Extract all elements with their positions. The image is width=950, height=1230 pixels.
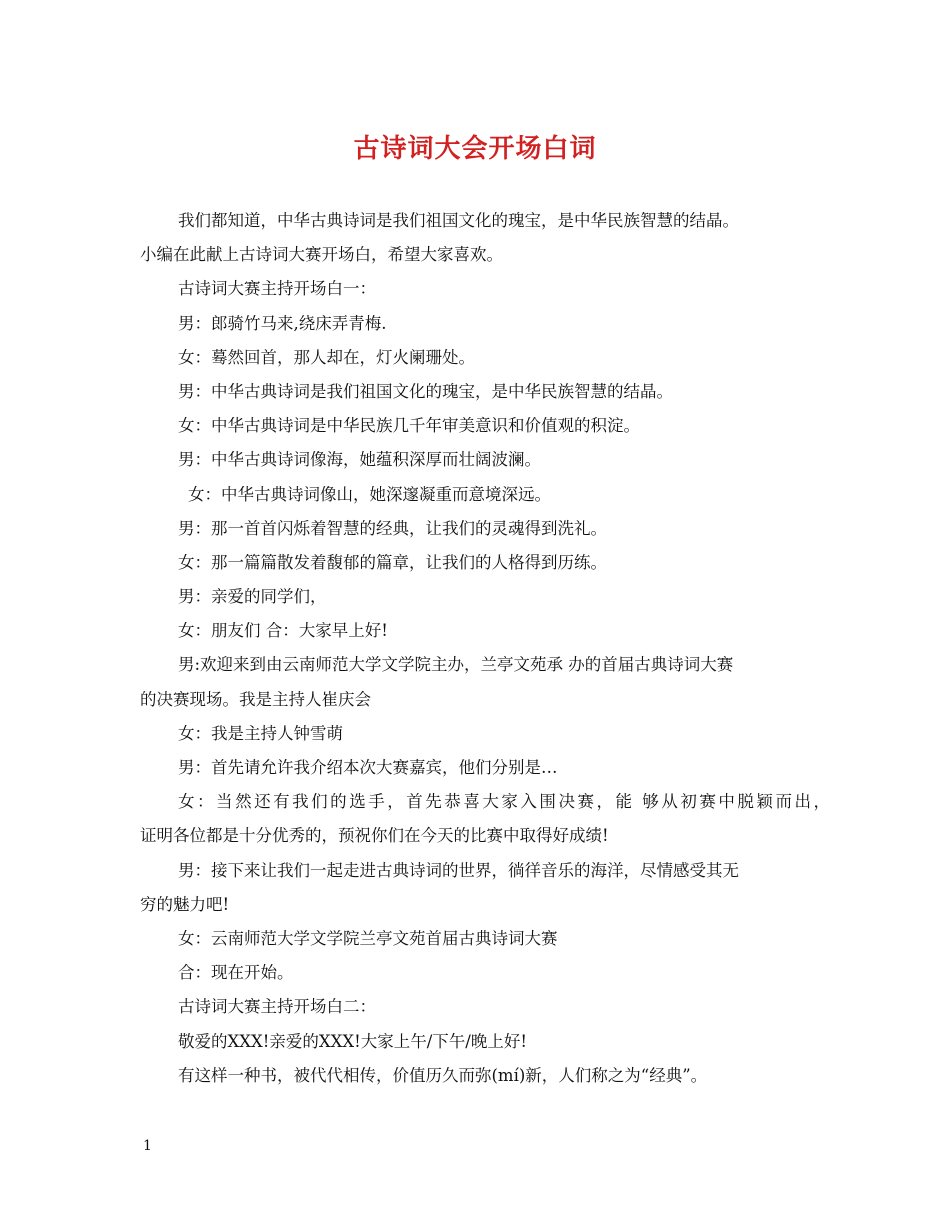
page-number: 1 [143, 1138, 152, 1154]
paragraph-line: 我们都知道，中华古典诗词是我们祖国文化的瑰宝，是中华民族智慧的结晶。 [178, 211, 739, 230]
dialogue-line: 男：中华古典诗词像海，她蕴积深厚而壮阔波澜。 [178, 450, 541, 470]
dialogue-line: 女：我是主持人钟雪萌 [178, 723, 343, 743]
section-heading: 古诗词大赛主持开场白一： [178, 279, 376, 299]
paragraph-line: 敬爱的XXX!亲爱的XXX!大家上午/下午/晚上好! [178, 1031, 527, 1051]
dialogue-line: 男：郎骑竹马来,绕床弄青梅. [178, 313, 387, 333]
paragraph-line: 有这样一种书，被代代相传，价值历久而弥(mí)新，人们称之为“经典”。 [178, 1065, 708, 1085]
dialogue-line: 合：现在开始。 [178, 963, 294, 983]
dialogue-line: 女：朋友们 合：大家早上好! [178, 621, 388, 641]
paragraph-line: 小编在此献上古诗词大赛开场白，希望大家喜欢。 [140, 245, 503, 265]
dialogue-line-continuation: 的决赛现场。我是主持人崔庆会 [140, 689, 371, 709]
dialogue-line: 女：中华古典诗词像山，她深邃凝重而意境深远。 [188, 484, 551, 504]
dialogue-line: 男：亲爱的同学们， [178, 587, 327, 607]
dialogue-line: 男：首先请允许我介绍本次大赛嘉宾，他们分别是… [178, 758, 558, 777]
dialogue-line: 男：中华古典诗词是我们祖国文化的瑰宝，是中华民族智慧的结晶。 [178, 381, 673, 401]
document-body [140, 204, 830, 1093]
dialogue-line: 女：中华古典诗词是中华民族几千年审美意识和价值观的积淀。 [178, 416, 640, 436]
dialogue-line: 女：当然还有我们的选手，首先恭喜大家入围决赛，能 够从初赛中脱颖而出， [178, 792, 830, 812]
dialogue-line-continuation: 证明各位都是十分优秀的，预祝你们在今天的比赛中取得好成绩! [140, 826, 609, 846]
dialogue-line: 男:欢迎来到由云南师范大学文学院主办，兰亭文苑承 办的首届古典诗词大赛 [178, 655, 734, 675]
dialogue-line: 男：接下来让我们一起走进古典诗词的世界，徜徉音乐的海洋，尽情感受其无 [178, 860, 739, 880]
section-heading: 古诗词大赛主持开场白二： [178, 997, 376, 1017]
dialogue-line-continuation: 穷的魅力吧! [140, 894, 230, 914]
dialogue-line: 女：云南师范大学文学院兰亭文苑首届古典诗词大赛 [178, 928, 558, 948]
dialogue-line: 女：那一篇篇散发着馥郁的篇章，让我们的人格得到历练。 [178, 552, 607, 572]
dialogue-line: 男：那一首首闪烁着智慧的经典，让我们的灵魂得到洗礼。 [178, 518, 607, 538]
dialogue-line: 女：蓦然回首，那人却在，灯火阑珊处。 [178, 347, 475, 367]
document-title: 古诗词大会开场白词 [353, 134, 597, 164]
